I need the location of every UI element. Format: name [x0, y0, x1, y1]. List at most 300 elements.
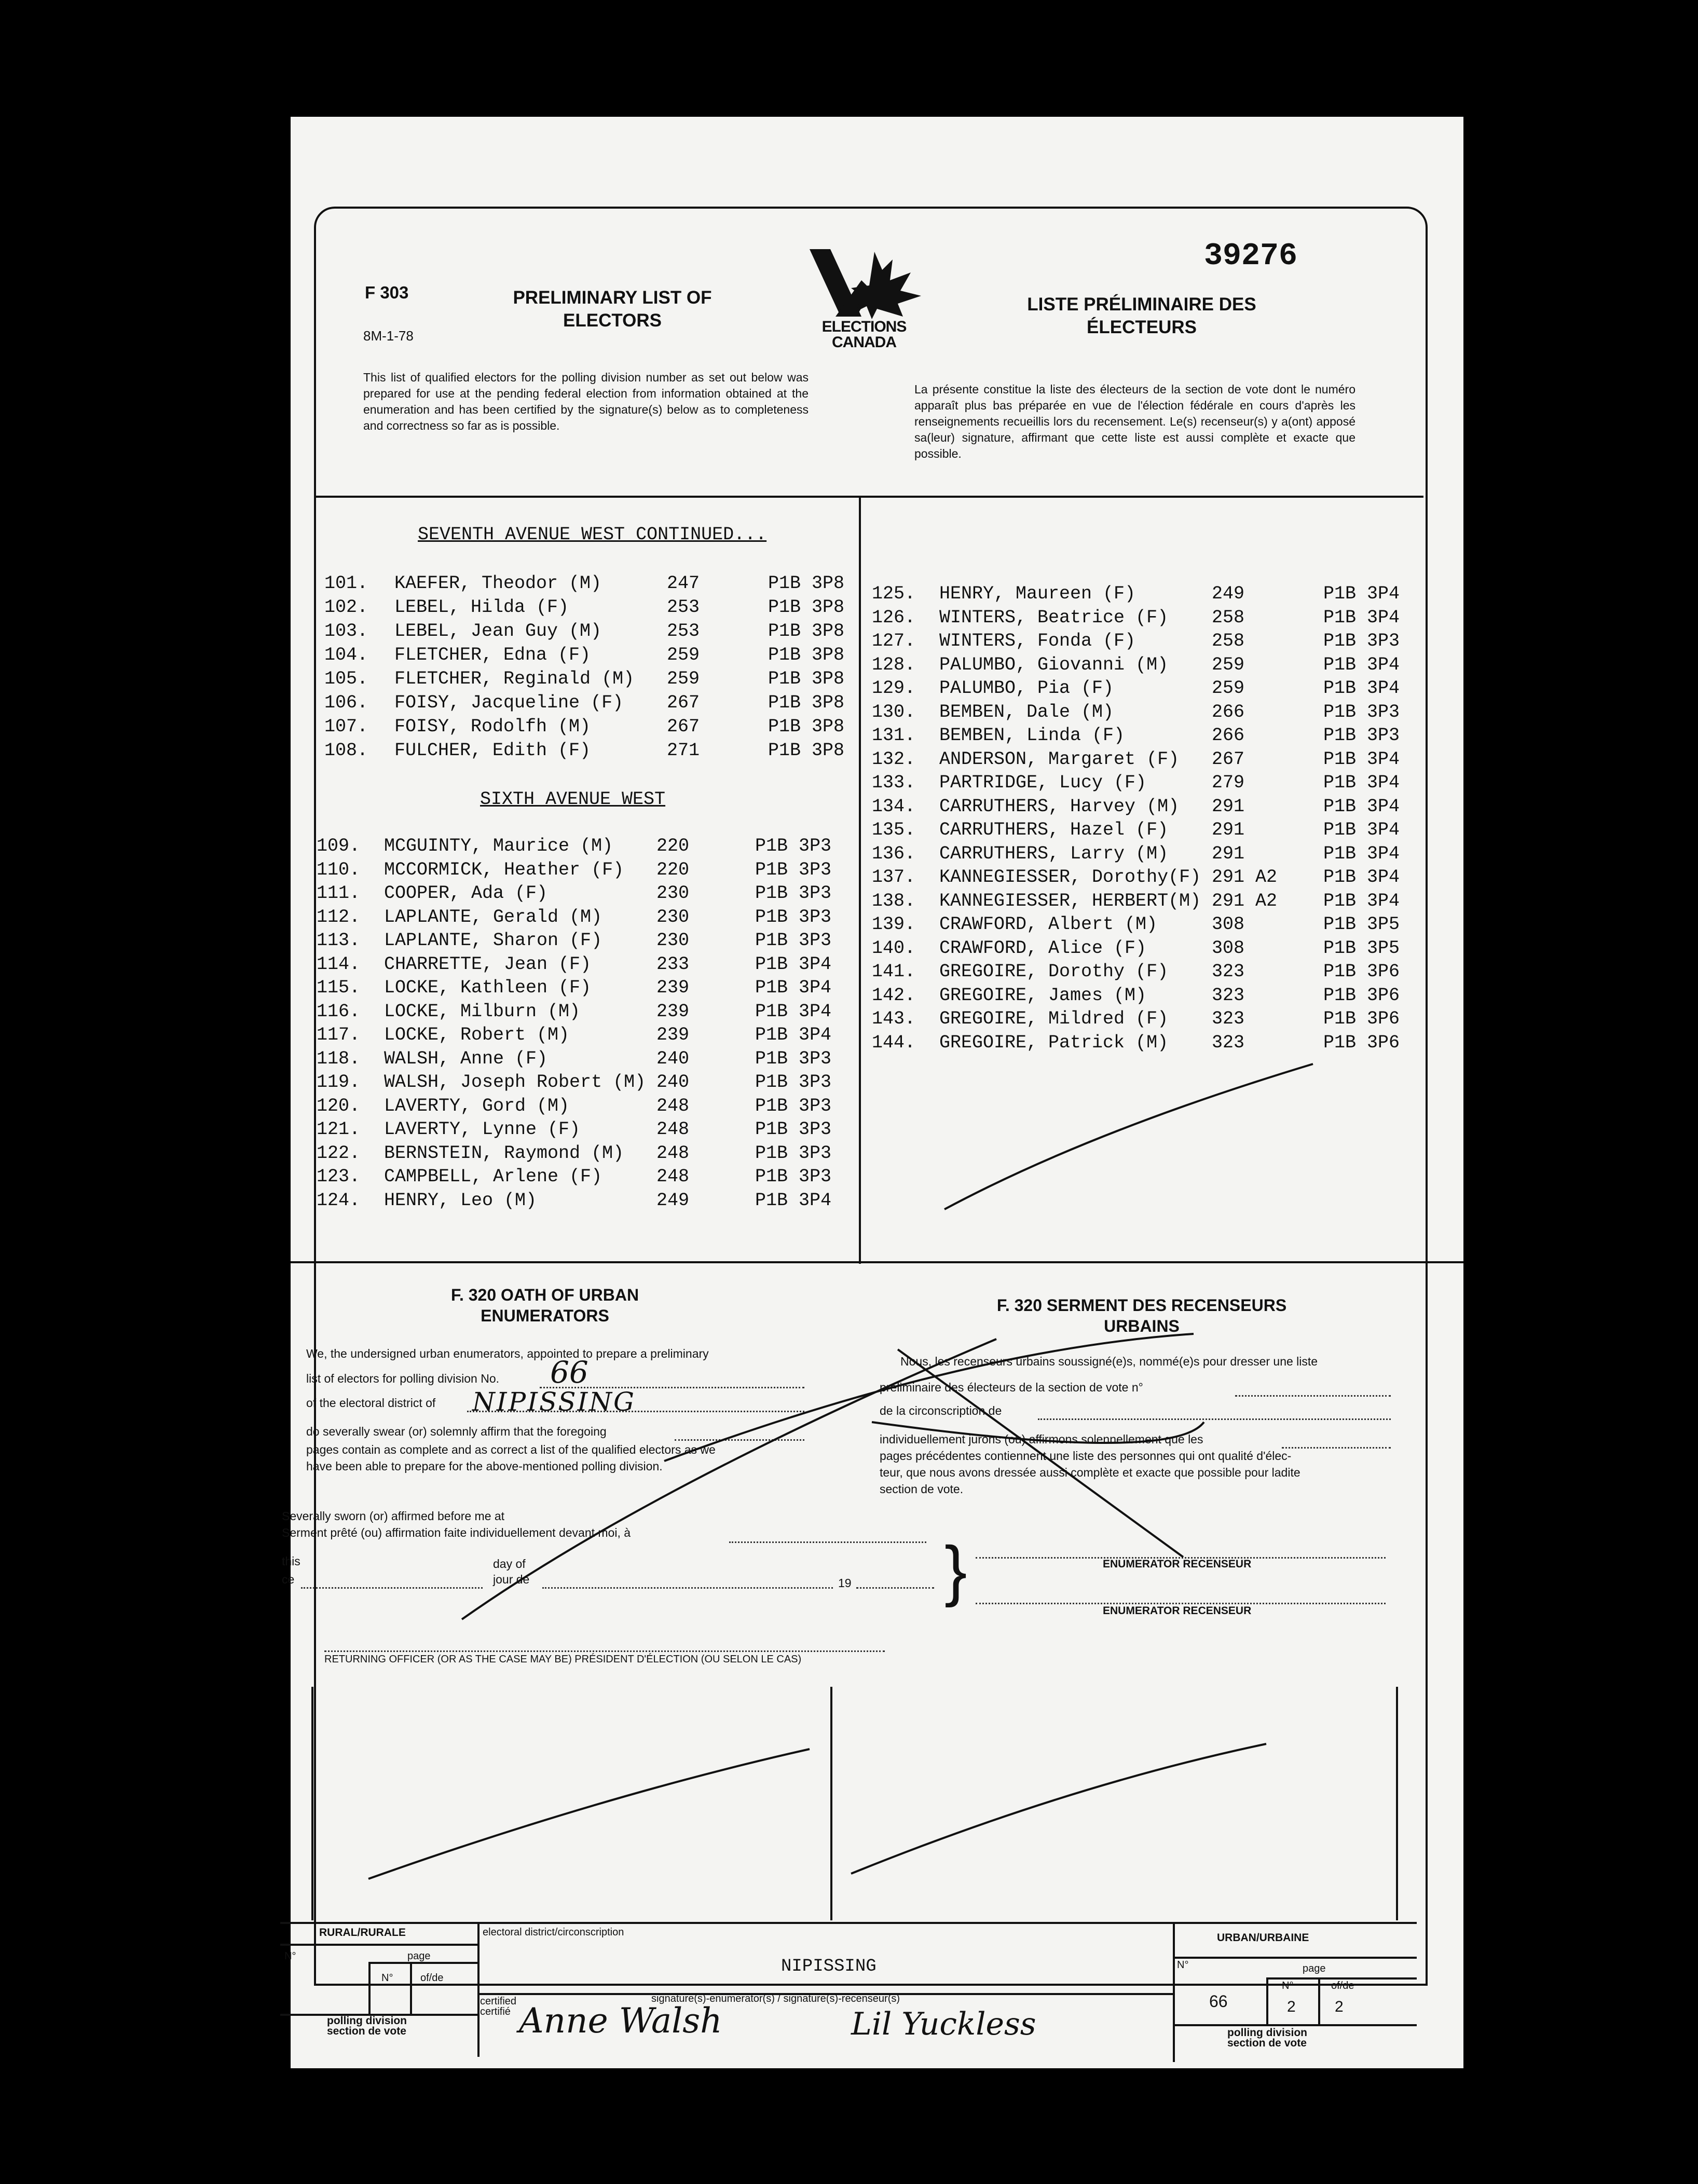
- elector-num: 141.: [872, 961, 916, 982]
- elector-postal: P1B 3P4: [1323, 772, 1400, 793]
- elector-house: 220: [656, 859, 690, 880]
- elector-row: [872, 795, 1437, 818]
- elector-house: 259: [667, 668, 700, 689]
- elector-row: [317, 1189, 869, 1212]
- elector-row: [872, 606, 1437, 630]
- elector-house: 259: [667, 645, 700, 665]
- header-divider: [314, 496, 1423, 498]
- title-en-line2: ELECTORS: [563, 310, 662, 331]
- urban-no-label: N°: [1177, 1959, 1189, 1971]
- oath-title-en-line2: ENUMERATORS: [481, 1306, 609, 1325]
- elector-row: [317, 953, 869, 976]
- elector-postal: P1B 3P3: [755, 906, 832, 927]
- elector-num: 131.: [872, 725, 916, 746]
- elector-house: 233: [656, 953, 690, 975]
- elector-house: 240: [656, 1048, 690, 1069]
- elector-row: [317, 929, 869, 952]
- elector-num: 124.: [317, 1190, 361, 1211]
- elector-num: 138.: [872, 890, 916, 911]
- elector-name: FLETCHER, Edna (F): [394, 645, 591, 665]
- elector-num: 137.: [872, 867, 916, 888]
- rural-label: RURAL/RURALE: [319, 1927, 406, 1939]
- elector-num: 104.: [324, 645, 368, 665]
- elector-row: [317, 1071, 869, 1094]
- oath-title-fr-line2: URBAINS: [1104, 1317, 1180, 1335]
- elector-row: [317, 1165, 869, 1189]
- elector-postal: P1B 3P6: [1323, 1008, 1400, 1029]
- rural-of-label: of/de: [420, 1972, 444, 1984]
- elector-house: 291: [1212, 796, 1245, 817]
- elector-num: 125.: [872, 583, 916, 604]
- elector-postal: P1B 3P4: [755, 1001, 832, 1022]
- rural-no-label: N°: [284, 1950, 296, 1962]
- elector-name: CAMPBELL, Arlene (F): [384, 1166, 602, 1187]
- elector-house: 230: [656, 883, 690, 904]
- elector-name: PALUMBO, Giovanni (M): [939, 654, 1169, 675]
- title-en-line1: PRELIMINARY LIST OF: [513, 288, 712, 308]
- elector-row: [324, 691, 882, 715]
- elector-row: [872, 818, 1437, 842]
- signature-anne-walsh: Anne Walsh: [519, 2001, 722, 2041]
- elector-row: [317, 835, 869, 858]
- elector-postal: P1B 3P4: [755, 1025, 832, 1045]
- elector-postal: P1B 3P4: [1323, 748, 1400, 770]
- elector-row: [872, 653, 1437, 677]
- oath-en-line5: pages contain as complete and as correct a list of the qualified electors as we: [306, 1443, 716, 1456]
- elector-row: [872, 913, 1437, 936]
- oath-fr-line4: individuellement jurons (ou) affirmons solennellement que les: [880, 1432, 1203, 1446]
- elector-postal: P1B 3P4: [1323, 678, 1400, 699]
- elector-num: 117.: [317, 1025, 361, 1045]
- elector-postal: P1B 3P3: [755, 1095, 832, 1116]
- elector-house: 271: [667, 740, 700, 761]
- elector-name: HENRY, Maureen (F): [939, 583, 1136, 604]
- oath-en-line2: list of electors for polling division No.: [306, 1372, 499, 1385]
- elector-num: 129.: [872, 678, 916, 699]
- elector-postal: P1B 3P3: [755, 1142, 832, 1164]
- elector-num: 134.: [872, 796, 916, 817]
- urban-page-label: page: [1303, 1963, 1326, 1974]
- elector-name: LOCKE, Robert (M): [384, 1025, 570, 1045]
- elector-postal: P1B 3P6: [1323, 985, 1400, 1006]
- elector-postal: P1B 3P3: [755, 1166, 832, 1187]
- cancel-stroke-list: [934, 1054, 1323, 1220]
- elector-num: 142.: [872, 985, 916, 1006]
- footer-urban-bottom: [1173, 2024, 1417, 2026]
- elector-postal: P1B 3P8: [768, 573, 845, 594]
- elector-num: 106.: [324, 692, 368, 713]
- elector-name: GREGOIRE, Dorothy (F): [939, 961, 1169, 982]
- title-fr-line2: ÉLECTEURS: [1087, 317, 1197, 337]
- label-this: this: [282, 1554, 300, 1568]
- elector-house: 248: [656, 1166, 690, 1187]
- elector-row: [324, 715, 882, 739]
- elector-postal: P1B 3P3: [1323, 701, 1400, 722]
- elector-num: 112.: [317, 906, 361, 927]
- elector-num: 144.: [872, 1032, 916, 1053]
- oath-fr-line2: préliminaire des électeurs de la section de vote n°: [880, 1381, 1143, 1394]
- elector-house: 230: [656, 930, 690, 951]
- cancel-strokes-lower: [291, 1733, 1463, 1889]
- handwritten-division-number: 66: [550, 1355, 588, 1390]
- elector-row: [317, 1142, 869, 1165]
- elector-row: [317, 906, 869, 929]
- handwritten-district: NIPISSING: [472, 1387, 636, 1417]
- elector-house: 279: [1212, 772, 1245, 793]
- maple-leaf-x-icon: [799, 244, 929, 322]
- elector-num: 120.: [317, 1095, 361, 1116]
- elector-name: WALSH, Anne (F): [384, 1048, 548, 1069]
- elector-row: [872, 748, 1437, 771]
- elector-num: 123.: [317, 1166, 361, 1187]
- elector-name: LEBEL, Jean Guy (M): [394, 621, 602, 641]
- signature-second-enumerator: Lil Yuckless: [851, 2006, 1036, 2042]
- elector-name: KANNEGIESSER, HERBERT(M): [939, 890, 1201, 911]
- elector-name: CRAWFORD, Alice (F): [939, 937, 1147, 959]
- label-year: 19: [838, 1576, 852, 1590]
- enumerator2-label: ENUMERATOR RECENSEUR: [1103, 1605, 1252, 1617]
- elector-name: LAVERTY, Gord (M): [384, 1095, 570, 1116]
- elector-postal: P1B 3P5: [1323, 914, 1400, 935]
- elector-num: 128.: [872, 654, 916, 675]
- form-edition: 8M-1-78: [363, 328, 414, 344]
- elector-name: LOCKE, Kathleen (F): [384, 977, 592, 998]
- footer-rural-line: [280, 1944, 477, 1946]
- elector-postal: P1B 3P4: [755, 953, 832, 975]
- elector-name: PARTRIDGE, Lucy (F): [939, 772, 1147, 793]
- elector-name: HENRY, Leo (M): [384, 1190, 537, 1211]
- elector-name: CARRUTHERS, Hazel (F): [939, 820, 1169, 840]
- elector-name: CHARRETTE, Jean (F): [384, 953, 592, 975]
- elector-postal: P1B 3P8: [768, 692, 845, 713]
- elector-postal: P1B 3P5: [1323, 937, 1400, 959]
- elector-postal: P1B 3P3: [755, 930, 832, 951]
- elector-postal: P1B 3P3: [1323, 631, 1400, 651]
- elector-name: BEMBEN, Linda (F): [939, 725, 1125, 746]
- title-fr: [986, 293, 1297, 339]
- elector-num: 121.: [317, 1119, 361, 1140]
- elector-name: LOCKE, Milburn (M): [384, 1001, 581, 1022]
- elector-row: [324, 739, 882, 762]
- elector-name: FOISY, Jacqueline (F): [394, 692, 624, 713]
- elector-postal: P1B 3P8: [768, 740, 845, 761]
- elector-name: CARRUTHERS, Larry (M): [939, 843, 1169, 864]
- oath-en-line3: of the electoral district of: [306, 1396, 436, 1410]
- elector-house: 239: [656, 1025, 690, 1045]
- elector-house: 240: [656, 1072, 690, 1093]
- label-ce: ce: [282, 1573, 295, 1586]
- rural-polling-1: polling division: [327, 2015, 407, 2027]
- elector-name: WINTERS, Beatrice (F): [939, 607, 1169, 628]
- sworn-fr: Serment prêté (ou) affirmation faite individuellement devant moi, à: [282, 1526, 631, 1539]
- elector-num: 119.: [317, 1072, 361, 1093]
- elector-num: 122.: [317, 1142, 361, 1164]
- elector-house: 253: [667, 621, 700, 641]
- elector-postal: P1B 3P8: [768, 621, 845, 641]
- elector-row: [872, 1007, 1437, 1031]
- certified-label-en: certified: [480, 1996, 517, 2007]
- elector-house: 220: [656, 836, 690, 856]
- elector-num: 111.: [317, 883, 361, 904]
- elector-postal: P1B 3P4: [1323, 843, 1400, 864]
- elector-house: 247: [667, 573, 700, 594]
- elector-postal: P1B 3P3: [755, 836, 832, 856]
- oath-en-line1: We, the undersigned urban enumerators, appointed to prepare a preliminary: [306, 1347, 709, 1360]
- elector-row: [872, 866, 1437, 889]
- elector-row: [317, 976, 869, 1000]
- elector-house: 291: [1212, 820, 1245, 840]
- urban-of-number: 2: [1335, 1998, 1344, 2015]
- elector-house: 267: [667, 692, 700, 713]
- elector-house: 266: [1212, 725, 1245, 746]
- elector-name: MCGUINTY, Maurice (M): [384, 836, 613, 856]
- elector-name: CARRUTHERS, Harvey (M): [939, 796, 1180, 817]
- elector-name: LEBEL, Hilda (F): [394, 597, 569, 618]
- elector-row: [324, 644, 882, 667]
- elector-postal: P1B 3P4: [1323, 796, 1400, 817]
- elector-postal: P1B 3P4: [1323, 820, 1400, 840]
- elector-name: FLETCHER, Reginald (M): [394, 668, 635, 689]
- elector-row: [317, 1095, 869, 1118]
- elector-postal: P1B 3P4: [1323, 607, 1400, 628]
- elector-name: PALUMBO, Pia (F): [939, 678, 1114, 699]
- elector-name: ANDERSON, Margaret (F): [939, 748, 1180, 770]
- elector-house: 267: [1212, 748, 1245, 770]
- elector-postal: P1B 3P8: [768, 716, 845, 737]
- label-jour-de: jour de: [493, 1573, 530, 1586]
- oath-fr-line7: section de vote.: [880, 1482, 964, 1496]
- elector-row: [872, 937, 1437, 960]
- oath-en-line6: have been able to prepare for the above-mentioned polling division.: [306, 1459, 663, 1473]
- oath-title-fr-line1: F. 320 SERMENT DES RECENSEURS: [996, 1296, 1287, 1315]
- elector-name: GREGOIRE, Mildred (F): [939, 1008, 1169, 1029]
- elector-house: 291: [1212, 843, 1245, 864]
- elector-name: GREGOIRE, James (M): [939, 985, 1147, 1006]
- elector-num: 114.: [317, 953, 361, 975]
- elector-name: FOISY, Rodolfh (M): [394, 716, 591, 737]
- footer-urban-left: [1173, 1922, 1175, 2062]
- elector-house: 230: [656, 906, 690, 927]
- district-value: NIPISSING: [781, 1957, 877, 1976]
- elector-row: [317, 1118, 869, 1141]
- elector-num: 139.: [872, 914, 916, 935]
- elector-row: [872, 960, 1437, 984]
- rural-page-label: page: [407, 1950, 431, 1962]
- oath-en-line4: do severally swear (or) solemnly affirm that the foregoing: [306, 1425, 607, 1438]
- footer-top-line: [280, 1922, 1417, 1924]
- elector-house: 323: [1212, 961, 1245, 982]
- elector-name: WALSH, Joseph Robert (M): [384, 1072, 646, 1093]
- label-day-of: day of: [493, 1557, 526, 1571]
- elector-house: 249: [656, 1190, 690, 1211]
- rural-polling-2: section de vote: [327, 2025, 406, 2037]
- elector-num: 143.: [872, 1008, 916, 1029]
- elector-house: 259: [1212, 678, 1245, 699]
- urban-of-label: of/de: [1331, 1980, 1354, 1991]
- elector-name: KAEFER, Theodor (M): [394, 573, 602, 594]
- elector-name: LAPLANTE, Sharon (F): [384, 930, 602, 951]
- elector-postal: P1B 3P3: [755, 1048, 832, 1069]
- elector-row: [872, 677, 1437, 700]
- elector-row: [872, 630, 1437, 653]
- elector-row: [317, 858, 869, 882]
- elector-num: 127.: [872, 631, 916, 651]
- elector-house: 239: [656, 1001, 690, 1022]
- elector-postal: P1B 3P4: [1323, 583, 1400, 604]
- elector-house: 239: [656, 977, 690, 998]
- elector-house: 267: [667, 716, 700, 737]
- elector-house: 248: [656, 1095, 690, 1116]
- returning-officer-label: RETURNING OFFICER (OR AS THE CASE MAY BE) PRÉSIDENT D'ÉLECTION (OU SELON LE CAS): [324, 1654, 802, 1665]
- elector-num: 140.: [872, 937, 916, 959]
- elector-num: 132.: [872, 748, 916, 770]
- elector-name: MCCORMICK, Heather (F): [384, 859, 624, 880]
- elector-row: [872, 890, 1437, 913]
- elector-num: 115.: [317, 977, 361, 998]
- elector-num: 126.: [872, 607, 916, 628]
- elector-house: 258: [1212, 631, 1245, 651]
- elector-row: [324, 620, 882, 643]
- oath-fr-line3: de la circonscription de: [880, 1404, 1002, 1417]
- elector-postal: P1B 3P3: [755, 883, 832, 904]
- elector-name: WINTERS, Fonda (F): [939, 631, 1136, 651]
- oath-fr-line1: Nous, les recenseurs urbains soussigné(e)s, nommé(e)s pour dresser une liste: [900, 1355, 1318, 1368]
- elector-name: LAVERTY, Lynne (F): [384, 1119, 581, 1140]
- footer-urban-no-divider: [1266, 1977, 1268, 2024]
- elector-house: 249: [1212, 583, 1245, 604]
- list-bottom-line: [291, 1261, 1463, 1263]
- urban-page-number: 2: [1287, 1998, 1296, 2015]
- elector-postal: P1B 3P4: [1323, 654, 1400, 675]
- elector-row: [317, 1023, 869, 1047]
- elector-name: FULCHER, Edith (F): [394, 740, 591, 761]
- elector-num: 133.: [872, 772, 916, 793]
- elector-num: 107.: [324, 716, 368, 737]
- elector-num: 118.: [317, 1048, 361, 1069]
- elector-house: 266: [1212, 701, 1245, 722]
- street-heading-sixth-ave: SIXTH AVENUE WEST: [480, 789, 666, 810]
- elector-house: 291 A2: [1212, 890, 1278, 911]
- urban-label: URBAN/URBAINE: [1217, 1932, 1309, 1944]
- elector-num: 116.: [317, 1001, 361, 1022]
- signatures-label: signature(s)-enumerator(s) / signature(s)-recenseur(s): [651, 1993, 900, 2004]
- elector-postal: P1B 3P3: [755, 859, 832, 880]
- elector-row: [317, 882, 869, 905]
- elector-row: [872, 701, 1437, 724]
- urban-polling-number: 66: [1209, 1992, 1228, 2011]
- elector-row: [324, 572, 882, 595]
- elector-postal: P1B 3P6: [1323, 961, 1400, 982]
- enumerator1-label: ENUMERATOR RECENSEUR: [1103, 1558, 1252, 1570]
- serial-number: 39276: [1204, 239, 1298, 274]
- cancel-strokes-oath: [291, 1318, 1463, 1785]
- elector-house: 253: [667, 597, 700, 618]
- elector-row: [872, 842, 1437, 866]
- elector-house: 323: [1212, 985, 1245, 1006]
- elector-house: 323: [1212, 1032, 1245, 1053]
- elector-row: [324, 667, 882, 691]
- elector-house: 258: [1212, 607, 1245, 628]
- elector-row: [317, 1047, 869, 1071]
- elector-num: 105.: [324, 668, 368, 689]
- street-heading-seventh-ave: SEVENTH AVENUE WEST CONTINUED...: [418, 524, 767, 545]
- elector-postal: P1B 3P3: [755, 1072, 832, 1093]
- urban-polling-1: polling division: [1227, 2027, 1307, 2039]
- footer-rural-no-divider: [368, 1962, 371, 2014]
- elector-row: [324, 596, 882, 619]
- elector-postal: P1B 3P8: [768, 668, 845, 689]
- elector-row: [872, 771, 1437, 795]
- certified-label-fr: certifié: [480, 2006, 511, 2017]
- urban-polling-2: section de vote: [1227, 2037, 1307, 2049]
- elector-row: [872, 984, 1437, 1007]
- oath-fr-line6: teur, que nous avons dressée aussi complète et exacte que possible pour ladite: [880, 1466, 1300, 1479]
- elector-name: BERNSTEIN, Raymond (M): [384, 1142, 624, 1164]
- logo-text-elections: ELECTIONS: [821, 318, 907, 335]
- intro-fr: La présente constitue la liste des électeurs de la section de vote dont le numéro apparaît plus bas préparée en vue de l'élection fédérale en cours d'après les renseignements recueillis lors du recensement. Le(s) recenseur(s) y a(ont) apposé sa(leur) signature, affirmant que cette liste est aussi complète et exacte que possible.: [914, 383, 1355, 460]
- elector-num: 103.: [324, 621, 368, 641]
- elector-house: 259: [1212, 654, 1245, 675]
- elector-num: 110.: [317, 859, 361, 880]
- title-fr-line1: LISTE PRÉLIMINAIRE DES: [1027, 294, 1256, 315]
- elector-name: LAPLANTE, Gerald (M): [384, 906, 602, 927]
- elector-row: [317, 1000, 869, 1023]
- sworn-en: Severally sworn (or) affirmed before me at: [282, 1509, 505, 1523]
- footer-urban-page-line: [1266, 1977, 1417, 1980]
- elector-postal: P1B 3P4: [1323, 867, 1400, 888]
- district-label: electoral district/circonscription: [483, 1927, 624, 1938]
- elector-house: 308: [1212, 937, 1245, 959]
- elector-num: 101.: [324, 573, 368, 594]
- elector-house: 248: [656, 1142, 690, 1164]
- elector-postal: P1B 3P8: [768, 645, 845, 665]
- elector-num: 113.: [317, 930, 361, 951]
- footer-rural-right: [477, 1922, 480, 2057]
- elector-num: 135.: [872, 820, 916, 840]
- rural-no2-label: N°: [381, 1972, 393, 1984]
- elector-postal: P1B 3P4: [1323, 890, 1400, 911]
- footer-urban-line: [1173, 1957, 1417, 1959]
- elector-num: 108.: [324, 740, 368, 761]
- elector-postal: P1B 3P8: [768, 597, 845, 618]
- elector-postal: P1B 3P4: [755, 977, 832, 998]
- brace-icon: }: [944, 1532, 967, 1608]
- elector-house: 248: [656, 1119, 690, 1140]
- elector-name: COOPER, Ada (F): [384, 883, 548, 904]
- elector-name: GREGOIRE, Patrick (M): [939, 1032, 1169, 1053]
- form-code: F 303: [365, 283, 409, 302]
- elector-row: [872, 1031, 1437, 1055]
- oath-title-en-line1: F. 320 OATH OF URBAN: [450, 1286, 639, 1304]
- elections-canada-logo: [799, 244, 929, 353]
- elector-postal: P1B 3P6: [1323, 1032, 1400, 1053]
- elector-postal: P1B 3P4: [755, 1190, 832, 1211]
- oath-fr-line5: pages précédentes contiennent une liste des personnes qui ont qualité d'élec-: [880, 1449, 1292, 1463]
- elector-row: [872, 582, 1437, 606]
- elector-name: CRAWFORD, Albert (M): [939, 914, 1158, 935]
- elector-num: 102.: [324, 597, 368, 618]
- intro-en: This list of qualified electors for the polling division number as set out below was prepared for use at the pending federal election from information obtained at the enumeration and has been certified by the signature(s) below as to completeness and correctness so far as is possible.: [363, 371, 809, 432]
- elector-num: 136.: [872, 843, 916, 864]
- elector-row: [872, 724, 1437, 747]
- urban-no2-label: N°: [1282, 1980, 1294, 1991]
- elector-postal: P1B 3P3: [1323, 725, 1400, 746]
- elector-house: 323: [1212, 1008, 1245, 1029]
- footer-urban-of-divider: [1318, 1977, 1320, 2024]
- elector-num: 130.: [872, 701, 916, 722]
- logo-text-canada: CANADA: [832, 334, 896, 351]
- elector-name: KANNEGIESSER, Dorothy(F): [939, 867, 1201, 888]
